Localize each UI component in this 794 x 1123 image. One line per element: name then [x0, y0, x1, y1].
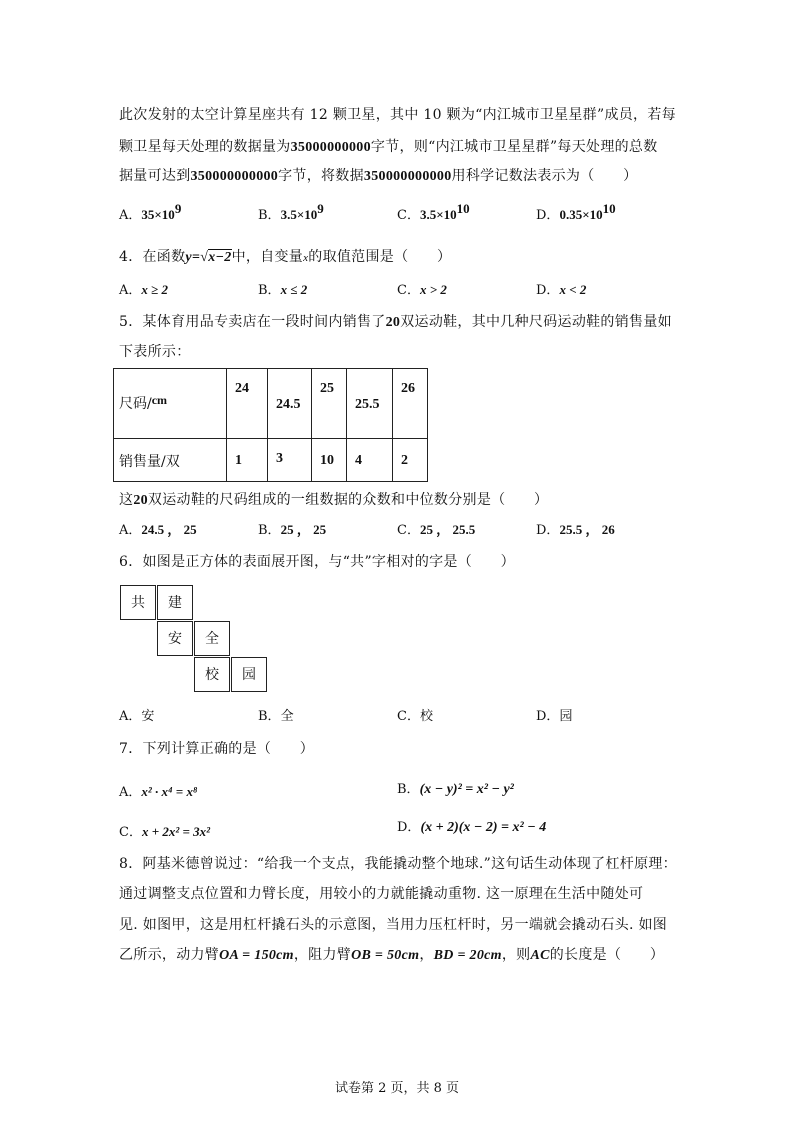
q8-stem-line2: 通过调整支点位置和力臂长度，用较小的力就能撬动重物. 这一原理在生活中随处可: [119, 886, 644, 902]
q5-option-d[interactable]: D．25.5 ， 26: [536, 522, 615, 538]
table-cell: 1: [227, 439, 268, 482]
q5-stem-line1: 5．某体育用品专卖店在一段时间内销售了20双运动鞋，其中几种尺码运动鞋的销售量如: [119, 314, 672, 330]
q7-option-d[interactable]: D．(x + 2)(x − 2) = x² − 4: [397, 820, 547, 835]
table-cell: 25: [312, 369, 347, 439]
table-cell: 24.5: [268, 369, 312, 439]
page-footer: 试卷第 2 页，共 8 页: [334, 1081, 460, 1096]
q7-stem: 7．下列计算正确的是（ ）: [119, 741, 315, 757]
net-face-quan: 全: [194, 621, 230, 656]
q4-option-a[interactable]: A．x ≥ 2: [119, 282, 169, 298]
q8-stem-line1: 8．阿基米德曾说过：“给我一个支点，我能撬动整个地球.”这句话生动体现了杠杆原理：: [119, 856, 677, 872]
table-cell: 10: [312, 439, 347, 482]
table-header-size: 尺码/cm: [114, 369, 227, 439]
net-face-yuan: 园: [231, 657, 267, 692]
q4-stem: 4．在函数y=√x−2中，自变量x的取值范围是（ ）: [119, 249, 452, 265]
table-cell: 26: [393, 369, 428, 439]
q7-option-b[interactable]: B．(x − y)² = x² − y²: [397, 782, 514, 797]
q3-option-a[interactable]: A．$35\times 10^9$: [119, 201, 182, 223]
q6-option-b[interactable]: B．全: [258, 709, 294, 724]
q4-option-c[interactable]: C．x > 2: [397, 282, 447, 298]
q8-stem-line3: 见. 如图甲，这是用杠杆撬石头的示意图，当用力压杠杆时，另一端就会撬动石头. 如图: [119, 917, 668, 933]
q4-option-b[interactable]: B．x ≤ 2: [258, 282, 308, 298]
net-face-jian: 建: [157, 585, 193, 620]
table-header-sales: 销售量/双: [114, 439, 227, 482]
q5-question: 这20双运动鞋的尺码组成的一组数据的众数和中位数分别是（ ）: [119, 492, 549, 508]
table-cell: 4: [347, 439, 393, 482]
q6-option-a[interactable]: A．安: [119, 709, 155, 724]
table-row: [114, 439, 428, 482]
q3-stem-line1: 此次发射的太空计算星座共有 12 颗卫星，其中 10 颗为“内江城市卫星星群”成员，若每: [119, 107, 676, 123]
net-face-xiao: 校: [194, 657, 230, 692]
table-cell: 2: [393, 439, 428, 482]
q3-option-c[interactable]: C．$3.5\times 10^{10}$: [397, 201, 470, 223]
q6-option-d[interactable]: D．园: [536, 709, 573, 724]
table-cell: 3: [268, 439, 312, 482]
q5-option-a[interactable]: A．24.5 ， 25: [119, 522, 197, 538]
net-face-an: 安: [157, 621, 193, 656]
q7-option-a[interactable]: A．x² · x⁴ = x⁸: [119, 784, 198, 800]
q5-stem-line2: 下表所示：: [119, 344, 191, 360]
q3-stem-line2: 颗卫星每天处理的数据量为35000000000字节，则“内江城市卫星星群”每天处理的总数: [119, 139, 658, 155]
q8-stem-line4: 乙所示，动力臂OA = 150cm，阻力臂OB = 50cm，BD = 20cm，则AC的长度是（ ）: [119, 947, 665, 963]
shoe-size-table: [113, 368, 428, 482]
q4-option-d[interactable]: D．x < 2: [536, 282, 587, 298]
q6-option-c[interactable]: C．校: [397, 709, 433, 724]
table-cell: 24: [227, 369, 268, 439]
table-cell: 25.5: [347, 369, 393, 439]
q7-option-c[interactable]: C．x + 2x² = 3x²: [119, 824, 211, 840]
q5-option-c[interactable]: C．25 ， 25.5: [397, 522, 476, 538]
q3-option-b[interactable]: B．$3.5\times 10^9$: [258, 201, 324, 223]
q5-option-b[interactable]: B．25 ， 25: [258, 522, 327, 538]
net-face-gong: 共: [120, 585, 156, 620]
table-row: [114, 369, 428, 439]
q6-stem: 6．如图是正方体的表面展开图，与“共”字相对的字是（ ）: [119, 554, 515, 570]
q3-option-d[interactable]: D．$0.35\times 10^{10}$: [536, 201, 616, 223]
q3-stem-line3: 据量可达到350000000000字节，将数据350000000000用科学记数法表示为（ ）: [119, 168, 638, 184]
